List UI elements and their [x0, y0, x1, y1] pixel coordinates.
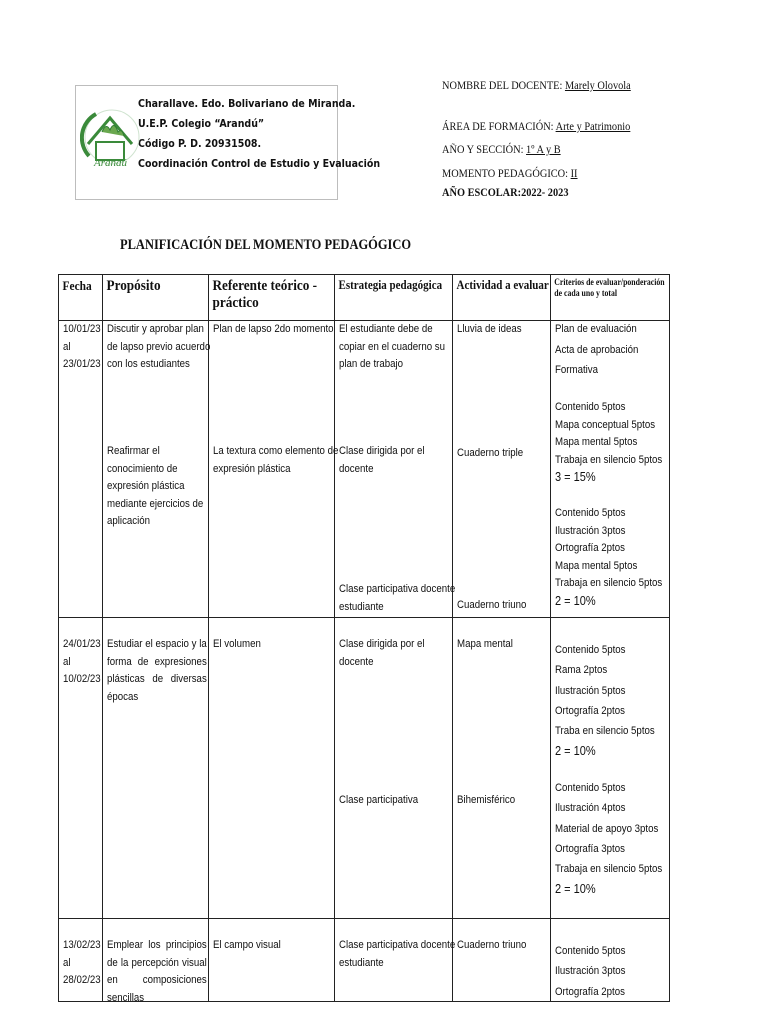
header-proposito: Propósito: [103, 275, 209, 321]
cell-actividad: Lluvia de ideas Cuaderno triple Cuaderno triuno: [453, 321, 551, 618]
school-logo: [80, 92, 140, 182]
table-row: [59, 618, 670, 919]
school-location: Charallave. Edo. Bolivariano de Miranda.: [138, 97, 356, 110]
school-department: Coordinación Control de Estudio y Evaluación: [138, 157, 381, 170]
teacher-name: NOMBRE DEL DOCENTE: Marely Olovola: [442, 80, 631, 92]
planning-table: [58, 274, 670, 1002]
cell-referente: El campo visual: [209, 919, 335, 1002]
table-row: [59, 919, 670, 1002]
table-header-row: [59, 275, 670, 321]
page-title: PLANIFICACIÓN DEL MOMENTO PEDAGÓGICO: [120, 237, 412, 253]
cell-estrategia: Clase participativa docente estudiante: [335, 919, 453, 1002]
header-referente: Referente teórico - práctico: [209, 275, 335, 321]
cell-proposito: Discutir y aprobar plan de lapso previo acuerdo con los estudiantes Reafirmar el conocimiento de expresión plástica mediante ejercicios de aplicación: [103, 321, 209, 618]
cell-proposito: Emplear los principios de la percepción visual en composiciones sencillas: [103, 919, 209, 1002]
cell-criterios: Plan de evaluación Acta de aprobación Formativa Contenido 5ptos Mapa conceptual 5ptos Mapa mental 5ptos Trabaja en silencio 5ptos 3 = 15% Contenido 5ptos Ilustración 3ptos Ortografía 2ptos Mapa mental 5ptos Trabaja en silencio 5ptos 2 = 10%: [551, 321, 670, 618]
cell-actividad: Mapa mental Bihemisférico: [453, 618, 551, 919]
cell-estrategia: El estudiante debe de copiar en el cuaderno su plan de trabajo Clase dirigida por el docente Clase participativa docente estudiante: [335, 321, 453, 618]
cell-criterios: Contenido 5ptos Rama 2ptos Ilustración 5ptos Ortografía 2ptos Traba en silencio 5ptos 2 = 10% Contenido 5ptos Ilustración 4ptos Material de apoyo 3ptos Ortografía 3ptos Trabaja en silencio 5ptos 2 = 10%: [551, 618, 670, 919]
logo-text: Arandú: [94, 157, 127, 169]
header-actividad: Actividad a evaluar: [453, 275, 551, 321]
header-criterios: Criterios de evaluar/ponderación de cada uno y total: [551, 275, 670, 321]
table-row: [59, 321, 670, 618]
cell-fecha: 24/01/23 al 10/02/23: [59, 618, 103, 919]
header-fecha: Fecha: [59, 275, 103, 321]
cell-estrategia: Clase dirigida por el docente Clase participativa: [335, 618, 453, 919]
school-code: Código P. D. 20931508.: [138, 137, 262, 150]
cell-fecha: 10/01/23 al 23/01/23: [59, 321, 103, 618]
cell-referente: Plan de lapso 2do momento La textura como elemento de expresión plástica: [209, 321, 335, 618]
cell-referente: El volumen: [209, 618, 335, 919]
cell-fecha: 13/02/23 al 28/02/23: [59, 919, 103, 1002]
school-name: U.E.P. Colegio “Arandú”: [138, 117, 265, 130]
header-estrategia: Estrategia pedagógica: [335, 275, 453, 321]
year-section: AÑO Y SECCIÓN: 1º A y B: [442, 144, 561, 156]
cell-criterios: Contenido 5ptos Ilustración 3ptos Ortografía 2ptos: [551, 919, 670, 1002]
school-year: AÑO ESCOLAR:2022- 2023: [442, 187, 569, 199]
cell-actividad: Cuaderno triuno: [453, 919, 551, 1002]
cell-proposito: Estudiar el espacio y la forma de expresiones plásticas de diversas épocas: [103, 618, 209, 919]
pedagogical-moment: MOMENTO PEDAGÓGICO: II: [442, 168, 578, 180]
formation-area: ÁREA DE FORMACIÓN: Arte y Patrimonio: [442, 121, 631, 133]
